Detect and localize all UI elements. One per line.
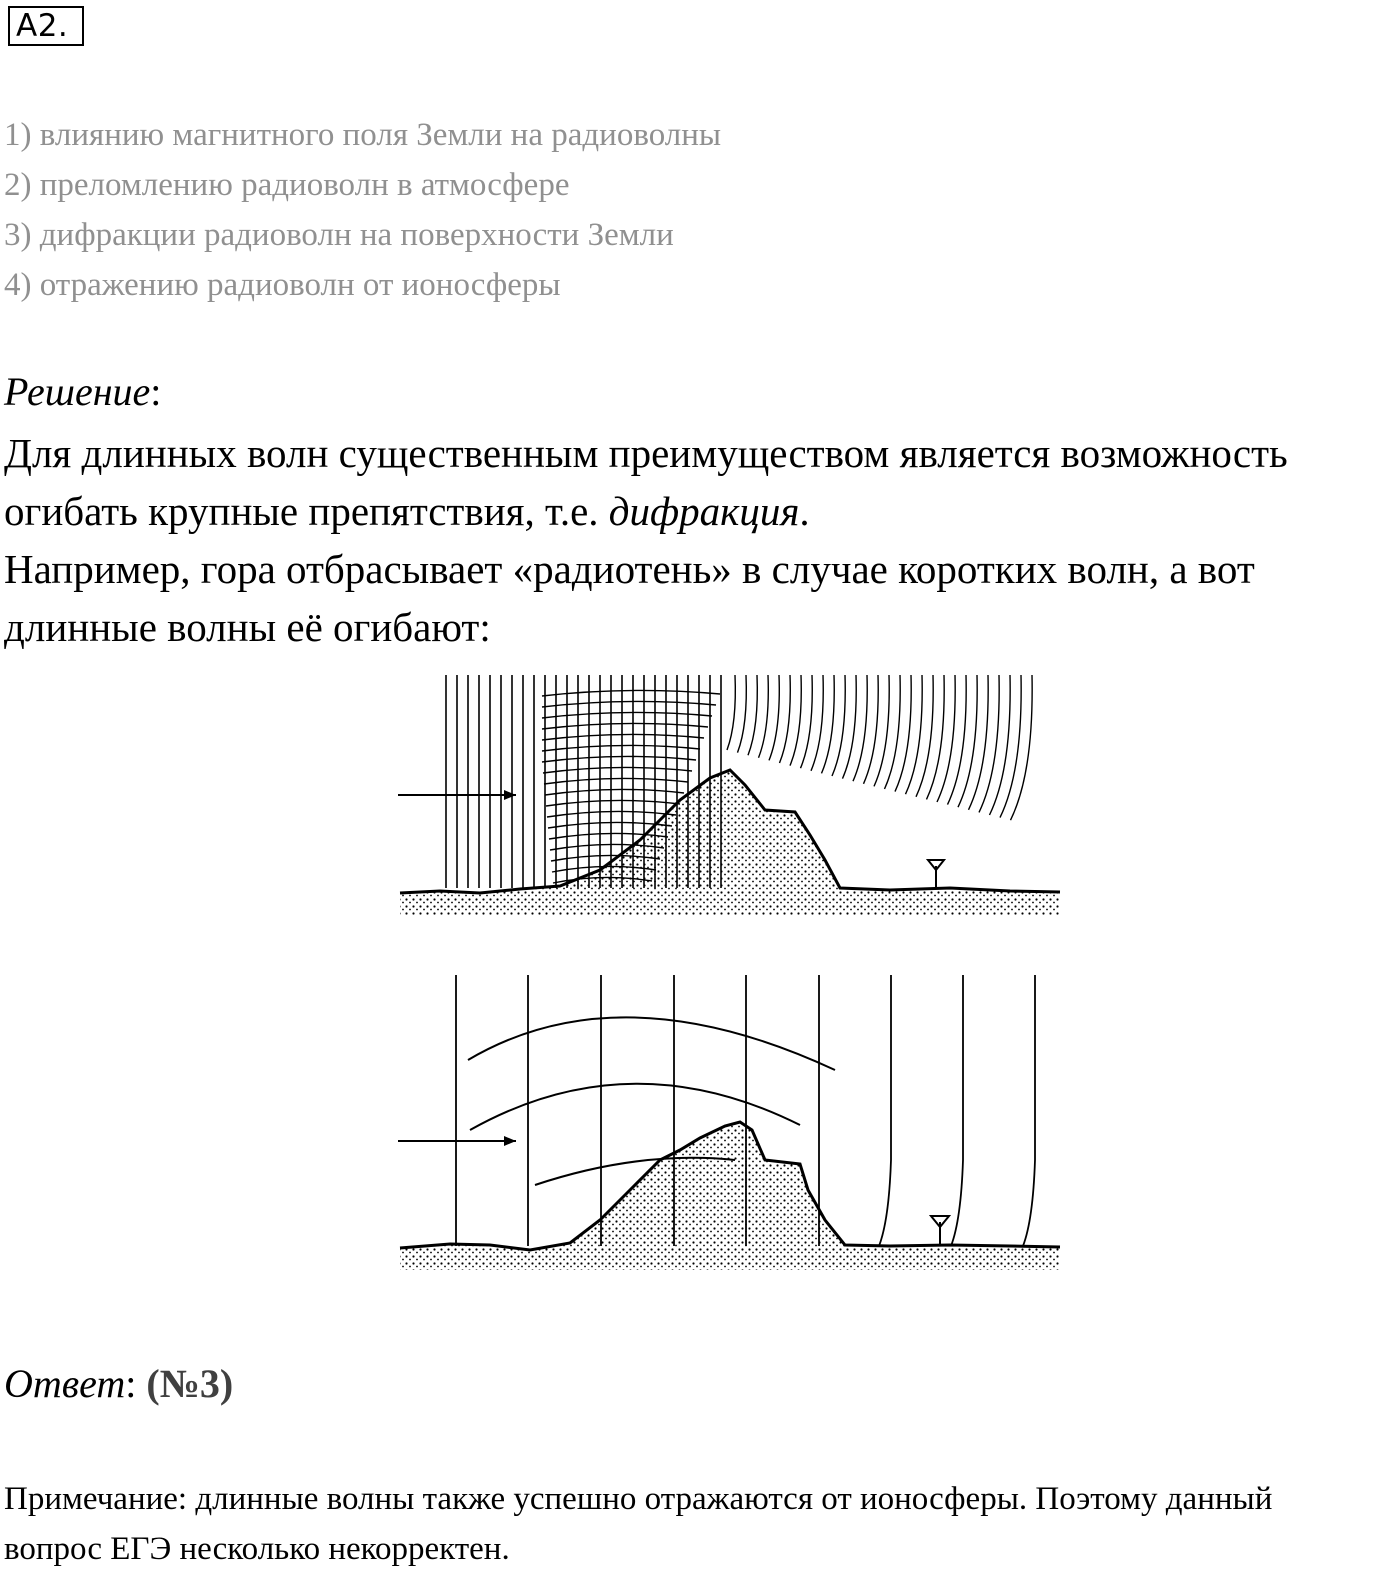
arrow-bottom: [398, 1136, 516, 1146]
option-4: 4) отражению радиоволн от ионосферы: [4, 267, 561, 303]
long-wave-panel: [398, 975, 1060, 1270]
mountain-top: [400, 770, 1060, 915]
task-label: А2.: [8, 6, 84, 46]
solution-heading-text: Решение: [4, 369, 151, 414]
option-2: 2) преломлению радиоволн в атмосфере: [4, 167, 570, 203]
note-line-1: Примечание: длинные волны также успешно отражаются от ионосферы. Поэтому данный: [4, 1481, 1273, 1517]
solution-line-2-suffix: .: [799, 488, 810, 534]
solution-heading: [4, 366, 161, 418]
solution-line-1: Для длинных волн существенным преимуществом является возможность: [4, 430, 1288, 476]
receiver-bottom: [931, 1216, 949, 1246]
short-wave-panel: [398, 675, 1060, 915]
solution-line-2-prefix: огибать крупные препятствия, т.е.: [4, 488, 609, 534]
answer-options: [4, 110, 721, 310]
note: [4, 1474, 1400, 1574]
option-1: 1) влиянию магнитного поля Земли на радиоволны: [4, 117, 722, 153]
solution-line-2: [4, 482, 1394, 540]
note-line-2: вопрос ЕГЭ несколько некорректен.: [4, 1531, 510, 1567]
answer-label: Ответ: [4, 1361, 126, 1406]
answer-value: (№3): [146, 1361, 234, 1406]
receiver-top: [928, 860, 944, 888]
answer-colon: :: [125, 1361, 147, 1406]
solution-line-4: длинные волны её огибают:: [4, 604, 491, 650]
answer: [4, 1358, 233, 1410]
solution-line-3: Например, гора отбрасывает «радиотень» в случае коротких волн, а вот: [4, 546, 1255, 592]
solution-heading-colon: :: [150, 369, 162, 414]
shadow-arcs: [727, 675, 1032, 820]
solution-text: [4, 424, 1394, 656]
bent-rays: [468, 1017, 835, 1185]
diffraction-figure: [370, 660, 1080, 1300]
option-3: 3) дифракции радиоволн на поверхности Земли: [4, 217, 674, 253]
diffraction-term: дифракция: [608, 488, 800, 534]
